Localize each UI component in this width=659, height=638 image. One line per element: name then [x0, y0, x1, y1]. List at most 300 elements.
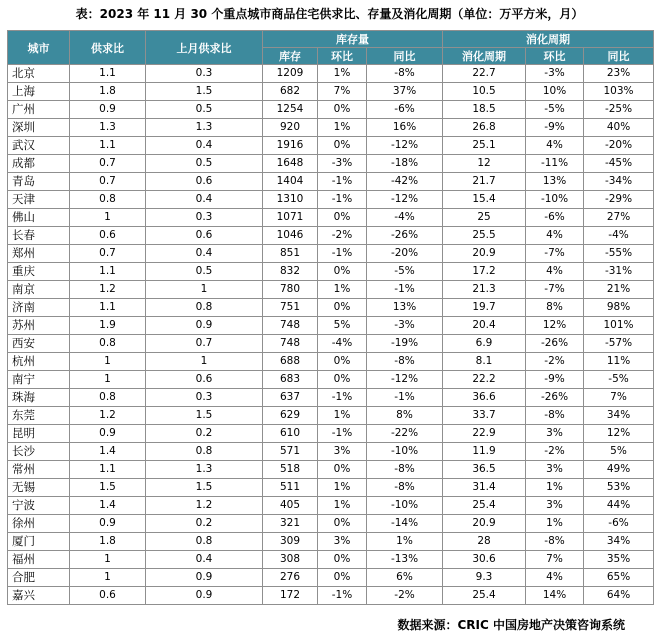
city-cell: 郑州 [8, 245, 70, 263]
inventory-mom-cell: 0% [318, 209, 367, 227]
city-cell: 上海 [8, 83, 70, 101]
last-month-ratio-cell: 1.3 [146, 461, 263, 479]
supply-demand-ratio-cell: 0.9 [70, 425, 146, 443]
cycle-mom-cell: 4% [526, 263, 584, 281]
table-row [8, 263, 654, 281]
last-month-ratio-cell: 1.2 [146, 497, 263, 515]
cycle-cell: 10.5 [443, 83, 526, 101]
cycle-cell: 36.6 [443, 389, 526, 407]
inventory-mom-cell: 3% [318, 533, 367, 551]
header-inventory-stock: 库存 [263, 48, 318, 65]
cycle-cell: 15.4 [443, 191, 526, 209]
table-row [8, 101, 654, 119]
cycle-yoy-cell: -25% [584, 101, 654, 119]
last-month-ratio-cell: 1.5 [146, 83, 263, 101]
city-cell: 北京 [8, 65, 70, 83]
inventory-yoy-cell: 8% [367, 407, 443, 425]
cycle-mom-cell: 1% [526, 479, 584, 497]
cycle-mom-cell: -2% [526, 353, 584, 371]
cycle-yoy-cell: 49% [584, 461, 654, 479]
city-cell: 徐州 [8, 515, 70, 533]
inventory-cell: 1648 [263, 155, 318, 173]
header-cycle-mom: 环比 [526, 48, 584, 65]
supply-demand-ratio-cell: 1 [70, 353, 146, 371]
cycle-mom-cell: 3% [526, 497, 584, 515]
cycle-yoy-cell: 101% [584, 317, 654, 335]
cycle-yoy-cell: 21% [584, 281, 654, 299]
cycle-cell: 36.5 [443, 461, 526, 479]
inventory-yoy-cell: -12% [367, 371, 443, 389]
cycle-cell: 25.4 [443, 587, 526, 605]
inventory-yoy-cell: -8% [367, 353, 443, 371]
header-inventory-yoy: 同比 [367, 48, 443, 65]
cycle-cell: 28 [443, 533, 526, 551]
inventory-yoy-cell: 37% [367, 83, 443, 101]
inventory-mom-cell: 1% [318, 281, 367, 299]
cycle-mom-cell: -10% [526, 191, 584, 209]
inventory-mom-cell: 1% [318, 479, 367, 497]
cycle-yoy-cell: 44% [584, 497, 654, 515]
city-cell: 昆明 [8, 425, 70, 443]
inventory-cell: 571 [263, 443, 318, 461]
cycle-mom-cell: -9% [526, 371, 584, 389]
last-month-ratio-cell: 0.4 [146, 245, 263, 263]
supply-demand-ratio-cell: 1.4 [70, 497, 146, 515]
inventory-cell: 1071 [263, 209, 318, 227]
cycle-yoy-cell: 35% [584, 551, 654, 569]
supply-demand-ratio-cell: 1.5 [70, 479, 146, 497]
cycle-mom-cell: -9% [526, 119, 584, 137]
supply-demand-ratio-cell: 1.2 [70, 407, 146, 425]
inventory-mom-cell: 3% [318, 443, 367, 461]
table-row [8, 137, 654, 155]
inventory-cell: 172 [263, 587, 318, 605]
supply-demand-ratio-cell: 1 [70, 209, 146, 227]
cycle-mom-cell: 3% [526, 425, 584, 443]
cycle-mom-cell: -2% [526, 443, 584, 461]
cycle-cell: 33.7 [443, 407, 526, 425]
table-row [8, 245, 654, 263]
city-cell: 武汉 [8, 137, 70, 155]
inventory-cell: 1046 [263, 227, 318, 245]
table-row [8, 587, 654, 605]
inventory-mom-cell: 0% [318, 551, 367, 569]
city-cell: 长沙 [8, 443, 70, 461]
supply-demand-ratio-cell: 0.8 [70, 335, 146, 353]
last-month-ratio-cell: 1 [146, 281, 263, 299]
cycle-mom-cell: -7% [526, 281, 584, 299]
cycle-yoy-cell: -34% [584, 173, 654, 191]
cycle-yoy-cell: -31% [584, 263, 654, 281]
supply-demand-ratio-cell: 1.3 [70, 119, 146, 137]
city-cell: 南京 [8, 281, 70, 299]
table-row [8, 461, 654, 479]
inventory-cell: 610 [263, 425, 318, 443]
supply-demand-ratio-cell: 1.1 [70, 299, 146, 317]
last-month-ratio-cell: 0.4 [146, 191, 263, 209]
table-row [8, 335, 654, 353]
table-row [8, 515, 654, 533]
supply-demand-ratio-cell: 0.8 [70, 389, 146, 407]
cycle-yoy-cell: 11% [584, 353, 654, 371]
inventory-yoy-cell: -12% [367, 191, 443, 209]
last-month-ratio-cell: 0.8 [146, 443, 263, 461]
supply-demand-ratio-cell: 0.6 [70, 587, 146, 605]
cycle-mom-cell: -26% [526, 335, 584, 353]
inventory-yoy-cell: -10% [367, 443, 443, 461]
cycle-mom-cell: 10% [526, 83, 584, 101]
table-row [8, 191, 654, 209]
inventory-cell: 1254 [263, 101, 318, 119]
last-month-ratio-cell: 1.5 [146, 479, 263, 497]
city-cell: 深圳 [8, 119, 70, 137]
data-source: 数据来源：CRIC 中国房地产决策咨询系统 [397, 618, 625, 632]
header-row-top [8, 31, 654, 48]
supply-demand-ratio-cell: 1.9 [70, 317, 146, 335]
inventory-cell: 518 [263, 461, 318, 479]
table-row [8, 65, 654, 83]
cycle-cell: 17.2 [443, 263, 526, 281]
inventory-cell: 832 [263, 263, 318, 281]
cycle-yoy-cell: -57% [584, 335, 654, 353]
table-row [8, 83, 654, 101]
inventory-yoy-cell: -2% [367, 587, 443, 605]
cycle-yoy-cell: 12% [584, 425, 654, 443]
city-cell: 东莞 [8, 407, 70, 425]
city-cell: 南宁 [8, 371, 70, 389]
last-month-ratio-cell: 0.2 [146, 515, 263, 533]
supply-demand-ratio-cell: 0.7 [70, 173, 146, 191]
cycle-mom-cell: -6% [526, 209, 584, 227]
city-cell: 济南 [8, 299, 70, 317]
last-month-ratio-cell: 0.3 [146, 389, 263, 407]
cycle-cell: 21.3 [443, 281, 526, 299]
inventory-cell: 637 [263, 389, 318, 407]
supply-demand-ratio-cell: 1.1 [70, 263, 146, 281]
cycle-cell: 20.9 [443, 245, 526, 263]
inventory-yoy-cell: -13% [367, 551, 443, 569]
cycle-mom-cell: 7% [526, 551, 584, 569]
table-row [8, 497, 654, 515]
last-month-ratio-cell: 0.9 [146, 569, 263, 587]
last-month-ratio-cell: 0.8 [146, 533, 263, 551]
inventory-yoy-cell: -10% [367, 497, 443, 515]
cycle-mom-cell: -26% [526, 389, 584, 407]
inventory-mom-cell: -1% [318, 173, 367, 191]
supply-demand-ratio-cell: 0.8 [70, 191, 146, 209]
table-row [8, 155, 654, 173]
inventory-yoy-cell: -3% [367, 317, 443, 335]
supply-demand-ratio-cell: 1.1 [70, 137, 146, 155]
inventory-mom-cell: 0% [318, 461, 367, 479]
cycle-cell: 11.9 [443, 443, 526, 461]
last-month-ratio-cell: 0.3 [146, 209, 263, 227]
cycle-cell: 25.4 [443, 497, 526, 515]
inventory-mom-cell: -1% [318, 245, 367, 263]
inventory-cell: 851 [263, 245, 318, 263]
cycle-yoy-cell: 5% [584, 443, 654, 461]
cycle-cell: 25.1 [443, 137, 526, 155]
cycle-cell: 31.4 [443, 479, 526, 497]
header-inventory: 库存量 [263, 31, 443, 48]
cycle-mom-cell: -7% [526, 245, 584, 263]
inventory-mom-cell: -1% [318, 191, 367, 209]
cycle-mom-cell: 3% [526, 461, 584, 479]
table-row [8, 173, 654, 191]
header-supply-demand-ratio: 供求比 [70, 31, 146, 65]
inventory-yoy-cell: 16% [367, 119, 443, 137]
table-row [8, 551, 654, 569]
cycle-yoy-cell: 65% [584, 569, 654, 587]
supply-demand-ratio-cell: 1.2 [70, 281, 146, 299]
city-cell: 福州 [8, 551, 70, 569]
cycle-cell: 22.9 [443, 425, 526, 443]
cycle-yoy-cell: 98% [584, 299, 654, 317]
inventory-yoy-cell: -8% [367, 461, 443, 479]
table-row [8, 389, 654, 407]
table-row [8, 317, 654, 335]
cycle-cell: 9.3 [443, 569, 526, 587]
last-month-ratio-cell: 0.6 [146, 227, 263, 245]
cycle-cell: 25 [443, 209, 526, 227]
supply-demand-ratio-cell: 0.7 [70, 155, 146, 173]
cycle-cell: 12 [443, 155, 526, 173]
inventory-yoy-cell: -18% [367, 155, 443, 173]
inventory-yoy-cell: 6% [367, 569, 443, 587]
cycle-cell: 22.7 [443, 65, 526, 83]
inventory-mom-cell: 0% [318, 299, 367, 317]
cycle-mom-cell: 4% [526, 227, 584, 245]
last-month-ratio-cell: 1.5 [146, 407, 263, 425]
inventory-mom-cell: 1% [318, 407, 367, 425]
last-month-ratio-cell: 1.3 [146, 119, 263, 137]
inventory-mom-cell: 0% [318, 569, 367, 587]
table-row [8, 209, 654, 227]
inventory-yoy-cell: -22% [367, 425, 443, 443]
cycle-yoy-cell: 53% [584, 479, 654, 497]
supply-demand-ratio-cell: 1 [70, 371, 146, 389]
cycle-cell: 20.4 [443, 317, 526, 335]
city-cell: 长春 [8, 227, 70, 245]
cycle-cell: 8.1 [443, 353, 526, 371]
cycle-yoy-cell: 103% [584, 83, 654, 101]
inventory-mom-cell: 0% [318, 101, 367, 119]
inventory-yoy-cell: -19% [367, 335, 443, 353]
inventory-cell: 1209 [263, 65, 318, 83]
table-row [8, 353, 654, 371]
inventory-cell: 405 [263, 497, 318, 515]
inventory-cell: 308 [263, 551, 318, 569]
cycle-yoy-cell: -29% [584, 191, 654, 209]
inventory-mom-cell: -2% [318, 227, 367, 245]
city-cell: 广州 [8, 101, 70, 119]
table-row [8, 533, 654, 551]
cycle-yoy-cell: 34% [584, 407, 654, 425]
cycle-yoy-cell: -45% [584, 155, 654, 173]
cycle-mom-cell: 14% [526, 587, 584, 605]
housing-data-table [7, 30, 654, 605]
inventory-mom-cell: -4% [318, 335, 367, 353]
inventory-mom-cell: -1% [318, 389, 367, 407]
cycle-cell: 20.9 [443, 515, 526, 533]
supply-demand-ratio-cell: 1.1 [70, 461, 146, 479]
inventory-cell: 748 [263, 317, 318, 335]
last-month-ratio-cell: 0.9 [146, 587, 263, 605]
cycle-mom-cell: -8% [526, 533, 584, 551]
city-cell: 宁波 [8, 497, 70, 515]
inventory-cell: 688 [263, 353, 318, 371]
inventory-cell: 920 [263, 119, 318, 137]
table-row [8, 299, 654, 317]
cycle-yoy-cell: 7% [584, 389, 654, 407]
last-month-ratio-cell: 0.5 [146, 263, 263, 281]
table-row [8, 281, 654, 299]
cycle-yoy-cell: 23% [584, 65, 654, 83]
last-month-ratio-cell: 0.2 [146, 425, 263, 443]
last-month-ratio-cell: 1 [146, 353, 263, 371]
inventory-mom-cell: 1% [318, 119, 367, 137]
inventory-yoy-cell: 13% [367, 299, 443, 317]
inventory-yoy-cell: -8% [367, 65, 443, 83]
inventory-mom-cell: -3% [318, 155, 367, 173]
inventory-cell: 683 [263, 371, 318, 389]
inventory-cell: 629 [263, 407, 318, 425]
city-cell: 厦门 [8, 533, 70, 551]
last-month-ratio-cell: 0.8 [146, 299, 263, 317]
last-month-ratio-cell: 0.5 [146, 155, 263, 173]
supply-demand-ratio-cell: 1 [70, 551, 146, 569]
inventory-yoy-cell: -14% [367, 515, 443, 533]
city-cell: 常州 [8, 461, 70, 479]
last-month-ratio-cell: 0.6 [146, 173, 263, 191]
cycle-yoy-cell: 40% [584, 119, 654, 137]
inventory-mom-cell: 0% [318, 353, 367, 371]
supply-demand-ratio-cell: 1.8 [70, 83, 146, 101]
inventory-cell: 1916 [263, 137, 318, 155]
inventory-mom-cell: 0% [318, 371, 367, 389]
inventory-mom-cell: -1% [318, 425, 367, 443]
inventory-mom-cell: 5% [318, 317, 367, 335]
inventory-mom-cell: 0% [318, 515, 367, 533]
table-row [8, 569, 654, 587]
city-cell: 西安 [8, 335, 70, 353]
cycle-cell: 21.7 [443, 173, 526, 191]
cycle-mom-cell: -8% [526, 407, 584, 425]
city-cell: 合肥 [8, 569, 70, 587]
header-cycle-yoy: 同比 [584, 48, 654, 65]
table-body [8, 65, 654, 605]
inventory-mom-cell: 0% [318, 263, 367, 281]
inventory-cell: 321 [263, 515, 318, 533]
inventory-mom-cell: 7% [318, 83, 367, 101]
inventory-cell: 682 [263, 83, 318, 101]
header-cycle: 消化周期 [443, 31, 654, 48]
inventory-yoy-cell: -12% [367, 137, 443, 155]
inventory-cell: 780 [263, 281, 318, 299]
cycle-cell: 6.9 [443, 335, 526, 353]
cycle-yoy-cell: 34% [584, 533, 654, 551]
cycle-mom-cell: 8% [526, 299, 584, 317]
cycle-yoy-cell: 27% [584, 209, 654, 227]
header-city: 城市 [8, 31, 70, 65]
cycle-yoy-cell: -20% [584, 137, 654, 155]
cycle-mom-cell: -5% [526, 101, 584, 119]
cycle-cell: 25.5 [443, 227, 526, 245]
inventory-yoy-cell: -20% [367, 245, 443, 263]
inventory-mom-cell: 0% [318, 137, 367, 155]
last-month-ratio-cell: 0.4 [146, 137, 263, 155]
last-month-ratio-cell: 0.6 [146, 371, 263, 389]
table-row [8, 425, 654, 443]
inventory-cell: 751 [263, 299, 318, 317]
last-month-ratio-cell: 0.3 [146, 65, 263, 83]
inventory-cell: 1310 [263, 191, 318, 209]
inventory-yoy-cell: -1% [367, 389, 443, 407]
supply-demand-ratio-cell: 1.4 [70, 443, 146, 461]
inventory-yoy-cell: -8% [367, 479, 443, 497]
inventory-yoy-cell: -26% [367, 227, 443, 245]
last-month-ratio-cell: 0.5 [146, 101, 263, 119]
inventory-cell: 748 [263, 335, 318, 353]
cycle-mom-cell: 12% [526, 317, 584, 335]
cycle-mom-cell: -11% [526, 155, 584, 173]
table-row [8, 119, 654, 137]
inventory-cell: 276 [263, 569, 318, 587]
city-cell: 重庆 [8, 263, 70, 281]
city-cell: 无锡 [8, 479, 70, 497]
inventory-yoy-cell: 1% [367, 533, 443, 551]
supply-demand-ratio-cell: 0.9 [70, 515, 146, 533]
inventory-mom-cell: 1% [318, 497, 367, 515]
city-cell: 苏州 [8, 317, 70, 335]
inventory-cell: 309 [263, 533, 318, 551]
inventory-mom-cell: -1% [318, 587, 367, 605]
city-cell: 青岛 [8, 173, 70, 191]
cycle-yoy-cell: 64% [584, 587, 654, 605]
table-row [8, 443, 654, 461]
header-inventory-mom: 环比 [318, 48, 367, 65]
cycle-mom-cell: -3% [526, 65, 584, 83]
cycle-mom-cell: 1% [526, 515, 584, 533]
city-cell: 杭州 [8, 353, 70, 371]
table-row [8, 407, 654, 425]
table-row [8, 371, 654, 389]
supply-demand-ratio-cell: 1.1 [70, 65, 146, 83]
city-cell: 成都 [8, 155, 70, 173]
cycle-cell: 19.7 [443, 299, 526, 317]
cycle-mom-cell: 4% [526, 137, 584, 155]
cycle-mom-cell: 13% [526, 173, 584, 191]
cycle-cell: 22.2 [443, 371, 526, 389]
last-month-ratio-cell: 0.4 [146, 551, 263, 569]
last-month-ratio-cell: 0.7 [146, 335, 263, 353]
city-cell: 天津 [8, 191, 70, 209]
supply-demand-ratio-cell: 0.7 [70, 245, 146, 263]
inventory-yoy-cell: -1% [367, 281, 443, 299]
supply-demand-ratio-cell: 1 [70, 569, 146, 587]
city-cell: 嘉兴 [8, 587, 70, 605]
inventory-yoy-cell: -42% [367, 173, 443, 191]
inventory-cell: 511 [263, 479, 318, 497]
inventory-cell: 1404 [263, 173, 318, 191]
last-month-ratio-cell: 0.9 [146, 317, 263, 335]
inventory-yoy-cell: -6% [367, 101, 443, 119]
cycle-cell: 26.8 [443, 119, 526, 137]
cycle-yoy-cell: -6% [584, 515, 654, 533]
cycle-yoy-cell: -5% [584, 371, 654, 389]
city-cell: 佛山 [8, 209, 70, 227]
inventory-mom-cell: 1% [318, 65, 367, 83]
